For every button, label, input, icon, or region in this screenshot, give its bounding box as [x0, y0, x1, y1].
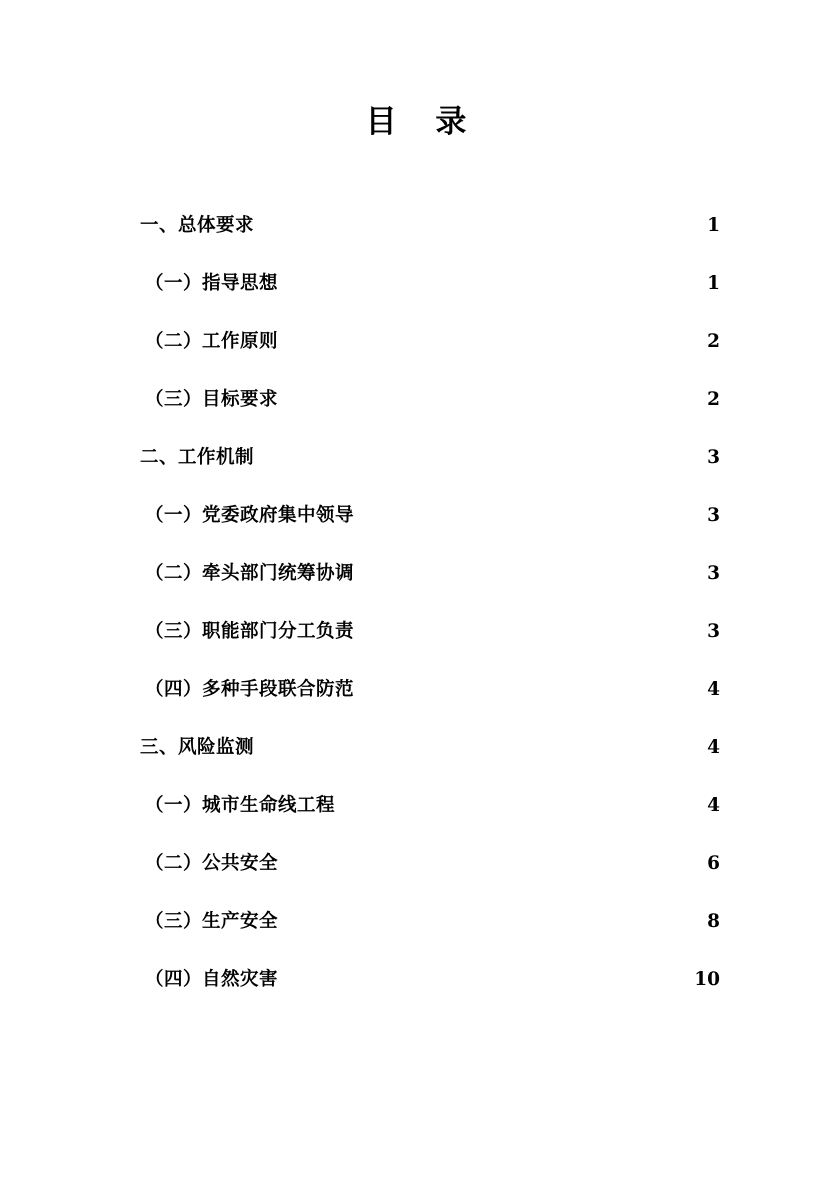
toc-entry-label: （二）公共安全: [145, 853, 279, 874]
toc-entry[interactable]: [0, 603, 832, 661]
toc-leader-dots: [288, 967, 684, 986]
toc-entry-page-number: 10: [694, 969, 720, 990]
toc-entry-page-number: 2: [707, 389, 720, 410]
toc-entry-page-number: 3: [707, 447, 720, 468]
toc-entry-page-number: 3: [707, 563, 720, 584]
toc-entry-page-number: 6: [707, 853, 720, 874]
toc-entry-page-number: 4: [707, 737, 720, 758]
toc-entry-page-number: 4: [707, 795, 720, 816]
toc-entry[interactable]: [0, 255, 832, 313]
toc-entry-label: （四）自然灾害: [145, 969, 279, 990]
toc-entry-page-number: 2: [707, 331, 720, 352]
toc-entry-page-number: 1: [707, 273, 720, 294]
toc-leader-dots: [264, 445, 684, 464]
toc-entry-page-number: 3: [707, 621, 720, 642]
toc-leader-dots: [345, 793, 684, 812]
toc-leader-dots: [364, 503, 684, 522]
toc-entry-label: （三）生产安全: [145, 911, 279, 932]
toc-entry[interactable]: [0, 313, 832, 371]
toc-leader-dots: [364, 561, 684, 580]
toc-entry[interactable]: [0, 487, 832, 545]
toc-entry-page-number: 3: [707, 505, 720, 526]
toc-entry-label: （四）多种手段联合防范: [145, 679, 355, 700]
toc-entry-label: （一）城市生命线工程: [145, 795, 336, 816]
toc-entry-label: （一）指导思想: [145, 273, 279, 294]
table-of-contents: [0, 197, 832, 1009]
toc-entry-label: （二）牵头部门统筹协调: [145, 563, 355, 584]
toc-entry[interactable]: [0, 661, 832, 719]
toc-leader-dots: [364, 619, 684, 638]
toc-entry[interactable]: [0, 197, 832, 255]
toc-leader-dots: [288, 909, 684, 928]
toc-entry-label: 三、风险监测: [140, 737, 255, 758]
toc-entry-label: （二）工作原则: [145, 331, 279, 352]
toc-entry[interactable]: [0, 429, 832, 487]
toc-entry[interactable]: [0, 835, 832, 893]
toc-entry-page-number: 8: [707, 911, 720, 932]
toc-leader-dots: [288, 329, 684, 348]
toc-leader-dots: [364, 677, 684, 696]
toc-entry[interactable]: [0, 893, 832, 951]
toc-entry-label: 一、总体要求: [140, 215, 255, 236]
toc-entry-label: （一）党委政府集中领导: [145, 505, 355, 526]
toc-entry-page-number: 4: [707, 679, 720, 700]
toc-entry-label: （三）目标要求: [145, 389, 279, 410]
toc-entry-label: 二、工作机制: [140, 447, 255, 468]
toc-leader-dots: [288, 387, 684, 406]
toc-entry[interactable]: [0, 545, 832, 603]
toc-entry-label: （三）职能部门分工负责: [145, 621, 355, 642]
toc-leader-dots: [288, 271, 684, 290]
toc-leader-dots: [288, 851, 684, 870]
toc-entry[interactable]: [0, 777, 832, 835]
toc-entry[interactable]: [0, 719, 832, 777]
toc-entry[interactable]: [0, 951, 832, 1009]
toc-entry[interactable]: [0, 371, 832, 429]
page-title: 目 录: [365, 104, 481, 140]
toc-leader-dots: [264, 735, 684, 754]
toc-entry-page-number: 1: [707, 215, 720, 236]
toc-leader-dots: [264, 213, 684, 232]
